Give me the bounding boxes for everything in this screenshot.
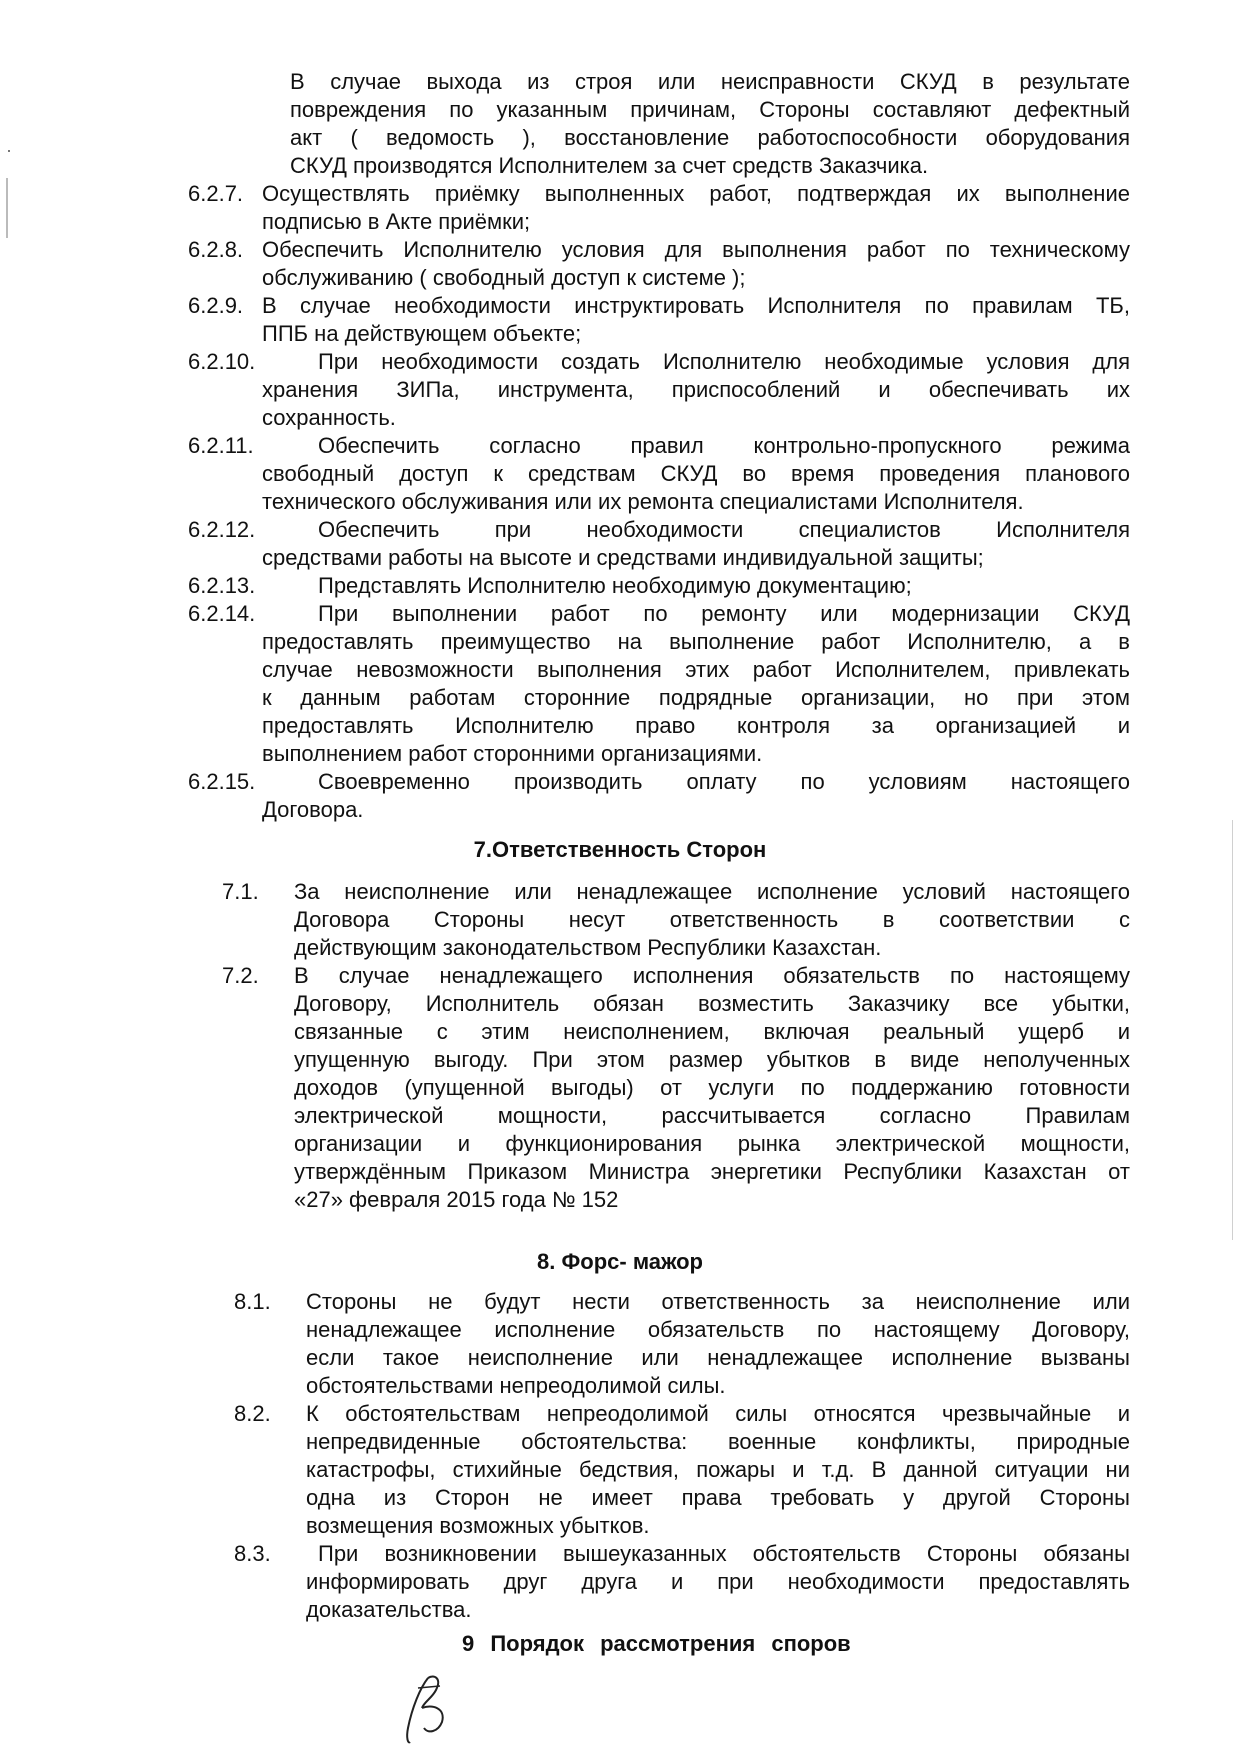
item-line: хранения ЗИПа, инструмента, приспособлений и обеспечивать их [262,377,1130,402]
item-number: 6.2.14. [188,601,256,626]
item-line: ППБ на действующем объекте; [262,321,582,346]
item-line: утверждённым Приказом Министра энергетики Республики Казахстан от [294,1159,1130,1184]
item-line: Обеспечить согласно правил контрольно-пропускного режима [318,433,1130,458]
item-line: к данным работам сторонние подрядные организации, но при этом [262,685,1130,710]
scan-dot [8,150,10,152]
item-line: средствами работы на высоте и средствами индивидуальной защиты; [262,545,984,570]
item-number: 6.2.15. [188,769,256,794]
item-line: электрической мощности, рассчитывается согласно Правилам [294,1103,1130,1128]
item-line: При необходимости создать Исполнителю необходимые условия для [318,349,1130,374]
intro-line: В случае выхода из строя или неисправности СКУД в результате [290,69,1130,94]
item-line: Своевременно производить оплату по условиям настоящего [318,769,1130,794]
section-heading: 9 Порядок рассмотрения споров [462,1631,851,1656]
item-line: случае невозможности выполнения этих работ Исполнителем, привлекать [262,657,1130,682]
item-line: Стороны не будут нести ответственность за неисполнение или [306,1289,1130,1314]
item-line: возмещения возможных убытков. [306,1513,650,1538]
item-line: Обеспечить Исполнителю условия для выполнения работ по техническому [262,237,1130,262]
signature-mark [398,1668,468,1748]
intro-line: акт ( ведомость ), восстановление работоспособности оборудования [290,125,1130,150]
item-line: Обеспечить при необходимости специалистов Исполнителя [318,517,1130,542]
intro-line: повреждения по указанным причинам, Стороны составляют дефектный [290,97,1130,122]
item-line: «27» февраля 2015 года № 152 [294,1187,619,1212]
item-line: одна из Сторон не имеет права требовать у другой Стороны [306,1485,1130,1510]
item-line: сохранность. [262,405,396,430]
item-line: предоставлять преимущество на выполнение работ Исполнителю, а в [262,629,1130,654]
scan-streak [6,178,8,238]
item-line: свободный доступ к средствам СКУД во время проведения планового [262,461,1130,486]
item-line: Договора Стороны несут ответственность в соответствии с [294,907,1130,932]
item-line: доказательства. [306,1597,472,1622]
item-line: информировать друг друга и при необходимости предоставлять [306,1569,1130,1594]
item-line: непредвиденные обстоятельства: военные конфликты, природные [306,1429,1130,1454]
item-line: связанные с этим неисполнением, включая реальный ущерб и [294,1019,1130,1044]
item-number: 6.2.13. [188,573,256,598]
item-line: Договору, Исполнитель обязан возместить Заказчику все убытки, [294,991,1130,1016]
item-line: катастрофы, стихийные бедствия, пожары и т.д. В данной ситуации ни [306,1457,1130,1482]
item-number: 6.2.11. [188,433,254,458]
item-number: 6.2.12. [188,517,256,542]
item-number: 8.2. [234,1401,271,1426]
item-number: 6.2.10. [188,349,256,374]
item-line: если такое неисполнение или ненадлежащее исполнение вызваны [306,1345,1130,1370]
item-line: предоставлять Исполнителю право контроля за организацией и [262,713,1130,738]
item-number: 6.2.9. [188,293,244,318]
item-line: Договора. [262,797,364,822]
section-heading: 8. Форс- мажор [537,1249,703,1274]
item-line: обслуживанию ( свободный доступ к системе ); [262,265,746,290]
section-heading: 7.Ответственность Сторон [473,837,767,862]
item-line: К обстоятельствам непреодолимой силы относятся чрезвычайные и [306,1401,1130,1426]
item-line: При выполнении работ по ремонту или модернизации СКУД [318,601,1130,626]
item-line: В случае необходимости инструктировать Исполнителя по правилам ТБ, [262,293,1130,318]
item-line: организации и функционирования рынка электрической мощности, [294,1131,1130,1156]
item-line: Осуществлять приёмку выполненных работ, подтверждая их выполнение [262,181,1130,206]
item-number: 6.2.8. [188,237,244,262]
item-line: выполнением работ сторонними организациями. [262,741,763,766]
item-line: При возникновении вышеуказанных обстоятельств Стороны обязаны [318,1541,1130,1566]
item-number: 8.3. [234,1541,271,1566]
item-line: В случае ненадлежащего исполнения обязательств по настоящему [294,963,1130,988]
item-line: доходов (упущенной выгоды) от услуги по поддержанию готовности [294,1075,1130,1100]
item-line: ненадлежащее исполнение обязательств по настоящему Договору, [306,1317,1130,1342]
item-line: Представлять Исполнителю необходимую документацию; [318,573,912,598]
item-line: действующим законодательством Республики Казахстан. [294,935,882,960]
item-line: подписью в Акте приёмки; [262,209,531,234]
item-line: обстоятельствами непреодолимой силы. [306,1373,726,1398]
item-line: упущенную выгоду. При этом размер убытков в виде неполученных [294,1047,1130,1072]
item-number: 7.2. [222,963,259,988]
item-number: 6.2.7. [188,181,244,206]
item-line: За неисполнение или ненадлежащее исполнение условий настоящего [294,879,1130,904]
item-line: технического обслуживания или их ремонта специалистами Исполнителя. [262,489,1024,514]
scan-streak-right [1232,820,1233,1240]
item-number: 7.1. [222,879,259,904]
intro-line: СКУД производятся Исполнителем за счет средств Заказчика. [290,153,929,178]
item-number: 8.1. [234,1289,271,1314]
